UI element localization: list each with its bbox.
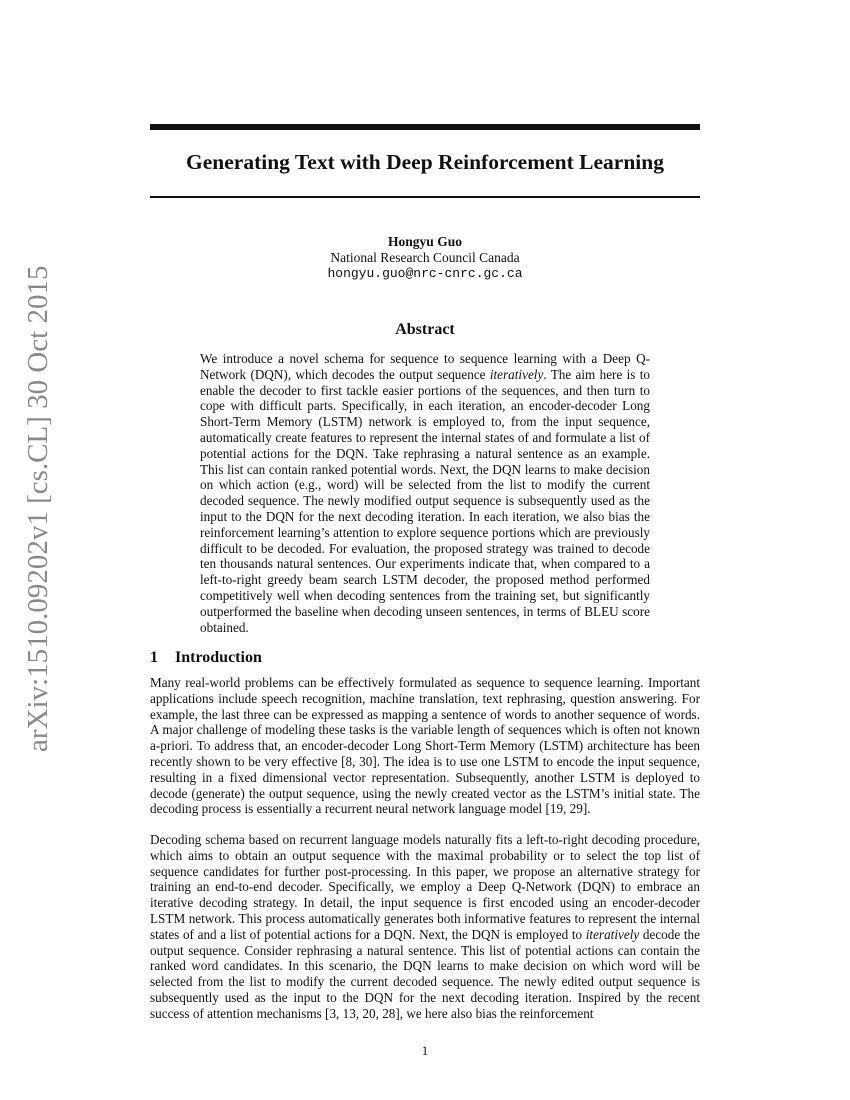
paper-title: Generating Text with Deep Reinforcement Learning — [186, 150, 664, 174]
abstract-emphasis: iteratively — [489, 366, 544, 382]
abstract-heading: Abstract — [395, 321, 455, 338]
intro-paragraph-2 — [150, 832, 700, 1022]
title-top-rule — [150, 124, 700, 130]
page-number: 1 — [421, 1043, 429, 1058]
intro-paragraph-1: Many real-world problems can be effectively formulated as sequence to sequence learning. Important applications include speech recognition, machine translation, text rephrasing, question answering. For example, the last three can be expressed as mapping a sentence of words to another sequence of words. A major challenge of modeling these tasks is the variable length of sequences which is often not known a-priori. To address that, an encoder-decoder Long Short-Term Memory (LSTM) architecture has been recently shown to be very effective [8, 30]. The idea is to use one LSTM to encode the input sequence, resulting in a fixed dimensional vector representation. Subsequently, another LSTM is deployed to decode (generate) the output sequence, using the newly created vector as the LSTM’s initial state. The decoding process is essentially a recurrent neural network language model [19, 29]. — [150, 675, 700, 817]
section-heading-introduction — [150, 648, 700, 668]
intro-paragraph-2-part-2: decode the output sequence. Consider rephrasing a natural sentence. This list of potential actions can contain the ranked word candidates. In this scenario, the DQN learns to make decision on which word will be selected from the list to modify the current decoded sequence. The newly edited output sequence is subsequently used as the input to the DQN for the next decoding iteration. Inspired by the recent success of attention mechanisms [3, 13, 20, 28], we here also bias the reinforcement — [150, 926, 700, 1021]
author-block — [150, 234, 700, 282]
author-email: hongyu.guo@nrc-cnrc.gc.ca — [327, 266, 523, 281]
arxiv-identifier-stamp: arXiv:1510.09202v1 [cs.CL] 30 Oct 2015 — [22, 265, 54, 752]
abstract-body — [200, 351, 650, 635]
author-name: Hongyu Guo — [388, 234, 462, 249]
abstract-text-part-1: We introduce a novel schema for sequence to sequence learning with a Deep Q-Network (DQN), which decodes the output sequence — [200, 351, 650, 382]
section-number: 1 — [150, 649, 158, 666]
title-bottom-rule — [150, 196, 700, 198]
abstract-text-part-2: . The aim here is to enable the decoder to first tackle easier portions of the sequences, and then turn to cope with difficult parts. Specifically, in each iteration, an encoder-decoder Long Short-Term Memory (LSTM) network is employed to, from the input sequence, automatically create features to represent the internal states of and formulate a list of potential actions for the DQN. Take rephrasing a natural sentence as an example. This list can contain ranked potential words. Next, the DQN learns to make decision on which action (e.g., word) will be selected from the list to modify the current decoded sequence. The newly modified output sequence is subsequently used as the input to the DQN for the next decoding iteration. In each iteration, we also bias the reinforcement learning’s attention to explore sequence portions which are previously difficult to be decoded. For evaluation, the proposed strategy was trained to decode ten thousands natural sentences. Our experiments indicate that, when compared to a left-to-right greedy beam search LSTM decoder, the proposed method performed competitively well when decoding sentences from the training set, but significantly outperformed the baseline when decoding unseen sentences, in terms of BLEU score obtained. — [200, 366, 650, 635]
section-title: Introduction — [175, 649, 262, 666]
author-affiliation: National Research Council Canada — [330, 250, 520, 265]
intro-paragraph-2-emphasis: iteratively — [585, 926, 640, 942]
intro-paragraph-2-part-1: Decoding schema based on recurrent language models naturally fits a left-to-right decoding procedure, which aims to obtain an output sequence with the maximal probability or to select the top list of sequence candidates for further post-processing. In this paper, we propose an alternative strategy for training an end-to-end decoder. Specifically, we employ a Deep Q-Network (DQN) to embrace an iterative decoding strategy. In detail, the input sequence is first encoded using an encoder-decoder LSTM network. This process automatically generates both informative features to represent the internal states of and a list of potential actions for a DQN. Next, the DQN is employed to — [150, 832, 700, 942]
